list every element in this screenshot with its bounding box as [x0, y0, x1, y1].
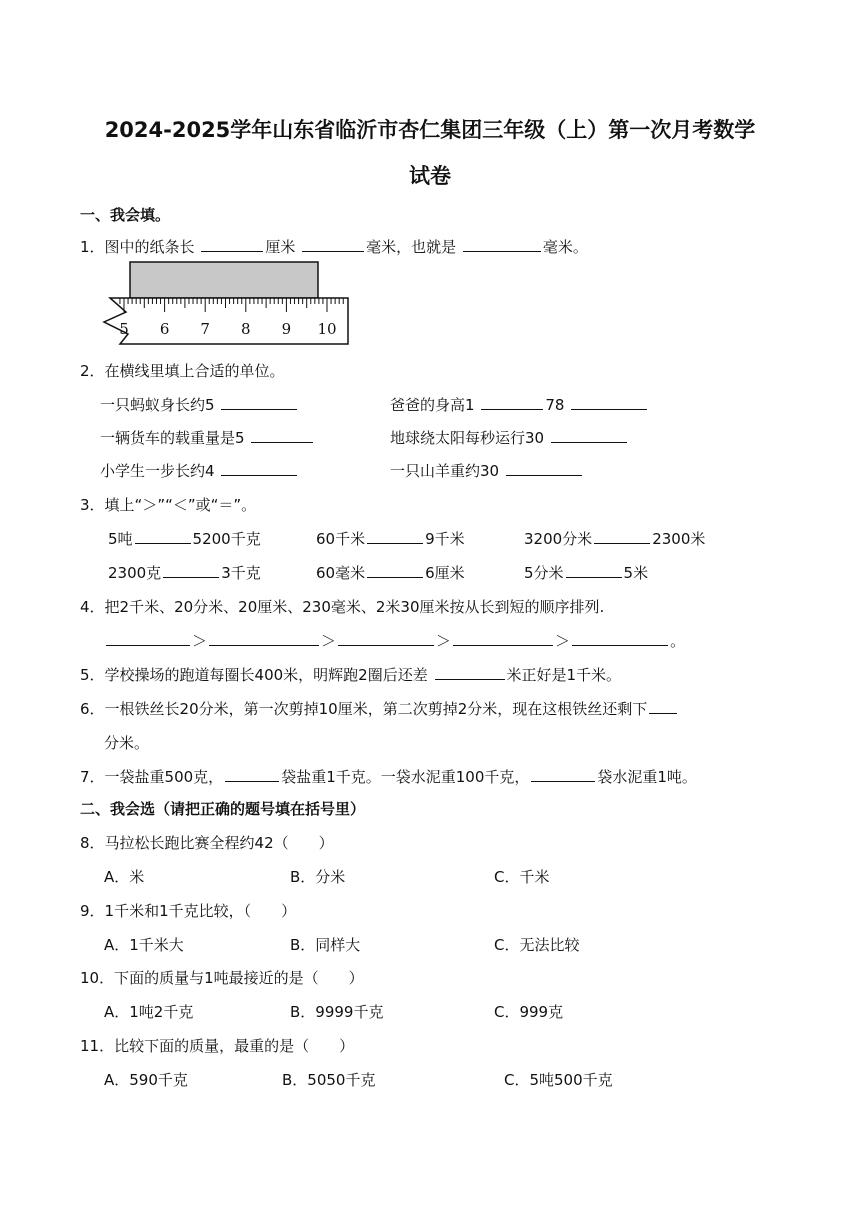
answer-blank[interactable] — [367, 529, 423, 544]
answer-blank[interactable] — [594, 529, 650, 544]
compare-item: 60千米 9千米 — [316, 530, 465, 548]
question-6-cont: 分米。 — [104, 734, 150, 752]
question-2-item: 爸爸的身高1 78 — [390, 394, 649, 415]
question-8-stem: 8．马拉松长跑比赛全程约42（ ） — [80, 834, 334, 852]
ruler-label: 9 — [281, 320, 292, 338]
option-c[interactable]: C．5吨500千克 — [504, 1071, 613, 1089]
question-9-stem: 9．1千米和1千克比较，（ ） — [80, 902, 297, 920]
answer-blank[interactable] — [163, 563, 219, 578]
compare-item: 2300克 3千克 — [108, 564, 261, 582]
question-7: 7．一袋盐重500克， 袋盐重1千克。一袋水泥重100千克， 袋水泥重1吨。 — [80, 768, 697, 786]
answer-blank[interactable] — [481, 395, 543, 410]
answer-blank[interactable] — [209, 631, 319, 646]
option-c[interactable]: C．千米 — [494, 868, 550, 886]
answer-blank[interactable] — [367, 563, 423, 578]
answer-blank[interactable] — [506, 461, 582, 476]
answer-blank[interactable] — [302, 237, 364, 252]
ruler-label: 10 — [317, 320, 337, 338]
option-c[interactable]: C．999克 — [494, 1003, 564, 1021]
answer-blank[interactable] — [453, 631, 553, 646]
question-2-item: 地球绕太阳每秒运行30 — [390, 427, 629, 448]
option-b[interactable]: B．5050千克 — [282, 1071, 376, 1089]
question-2-stem: 2．在横线里填上合适的单位。 — [80, 362, 285, 380]
ruler-label: 8 — [241, 320, 251, 338]
question-2-item: 一只蚂蚁身长约5 — [100, 394, 299, 415]
answer-blank[interactable] — [649, 699, 677, 714]
option-b[interactable]: B．同样大 — [290, 936, 361, 954]
answer-blank[interactable] — [551, 428, 627, 443]
ordering-answer-row: ＞ ＞ ＞ ＞ 。 — [104, 630, 685, 651]
question-6: 6．一根铁丝长20分米，第一次剪掉10厘米，第二次剪掉2分米，现在这根铁丝还剩下 — [80, 698, 679, 719]
question-2-item: 一辆货车的载重量是5 — [100, 427, 315, 448]
answer-blank[interactable] — [201, 237, 263, 252]
exam-title-line2: 试卷 — [409, 164, 451, 188]
question-3-stem: 3．填上“＞”“＜”或“＝”。 — [80, 496, 257, 514]
exam-title-line1: 2024-2025学年山东省临沂市杏仁集团三年级（上）第一次月考数学 — [104, 118, 756, 142]
answer-blank[interactable] — [135, 529, 191, 544]
option-b[interactable]: B．9999千克 — [290, 1003, 384, 1021]
option-a[interactable]: A．590千克 — [104, 1071, 188, 1089]
answer-blank[interactable] — [338, 631, 434, 646]
answer-blank[interactable] — [531, 767, 595, 782]
option-a[interactable]: A．1吨2千克 — [104, 1003, 194, 1021]
question-10-stem: 10．下面的质量与1吨最接近的是（ ） — [80, 969, 364, 987]
option-a[interactable]: A．1千米大 — [104, 936, 184, 954]
question-1: 1．图中的纸条长 厘米 毫米，也就是 毫米。 — [80, 238, 588, 256]
answer-blank[interactable] — [221, 461, 297, 476]
question-2-item: 一只山羊重约30 — [390, 460, 584, 481]
question-5: 5．学校操场的跑道每圈长400米，明辉跑2圈后还差 米正好是1千米。 — [80, 666, 622, 684]
answer-blank[interactable] — [435, 665, 505, 680]
ruler-label: 6 — [159, 320, 170, 338]
answer-blank[interactable] — [566, 563, 622, 578]
compare-item: 5吨 5200千克 — [108, 530, 261, 548]
compare-item: 5分米 5米 — [524, 564, 649, 582]
answer-blank[interactable] — [463, 237, 541, 252]
compare-item: 3200分米 2300米 — [524, 530, 706, 548]
ruler-figure — [98, 258, 354, 350]
question-4-stem: 4．把2千米、20分米、20厘米、230毫米、2米30厘米按从长到短的顺序排列. — [80, 598, 605, 616]
ruler-label: 7 — [200, 320, 210, 338]
answer-blank[interactable] — [251, 428, 313, 443]
question-11-stem: 11．比较下面的质量，最重的是（ ） — [80, 1037, 355, 1055]
answer-blank[interactable] — [572, 631, 668, 646]
answer-blank[interactable] — [571, 395, 647, 410]
ruler-label: 5 — [119, 320, 129, 338]
answer-blank[interactable] — [221, 395, 297, 410]
question-2-item: 小学生一步长约4 — [100, 460, 299, 481]
section-1-heading: 一、我会填。 — [80, 206, 171, 224]
option-b[interactable]: B．分米 — [290, 868, 346, 886]
paper-strip — [130, 262, 318, 298]
option-a[interactable]: A．米 — [104, 868, 145, 886]
answer-blank[interactable] — [106, 631, 190, 646]
answer-blank[interactable] — [225, 767, 279, 782]
option-c[interactable]: C．无法比较 — [494, 936, 580, 954]
compare-item: 60毫米 6厘米 — [316, 564, 465, 582]
section-2-heading: 二、我会选（请把正确的题号填在括号里） — [80, 800, 366, 818]
